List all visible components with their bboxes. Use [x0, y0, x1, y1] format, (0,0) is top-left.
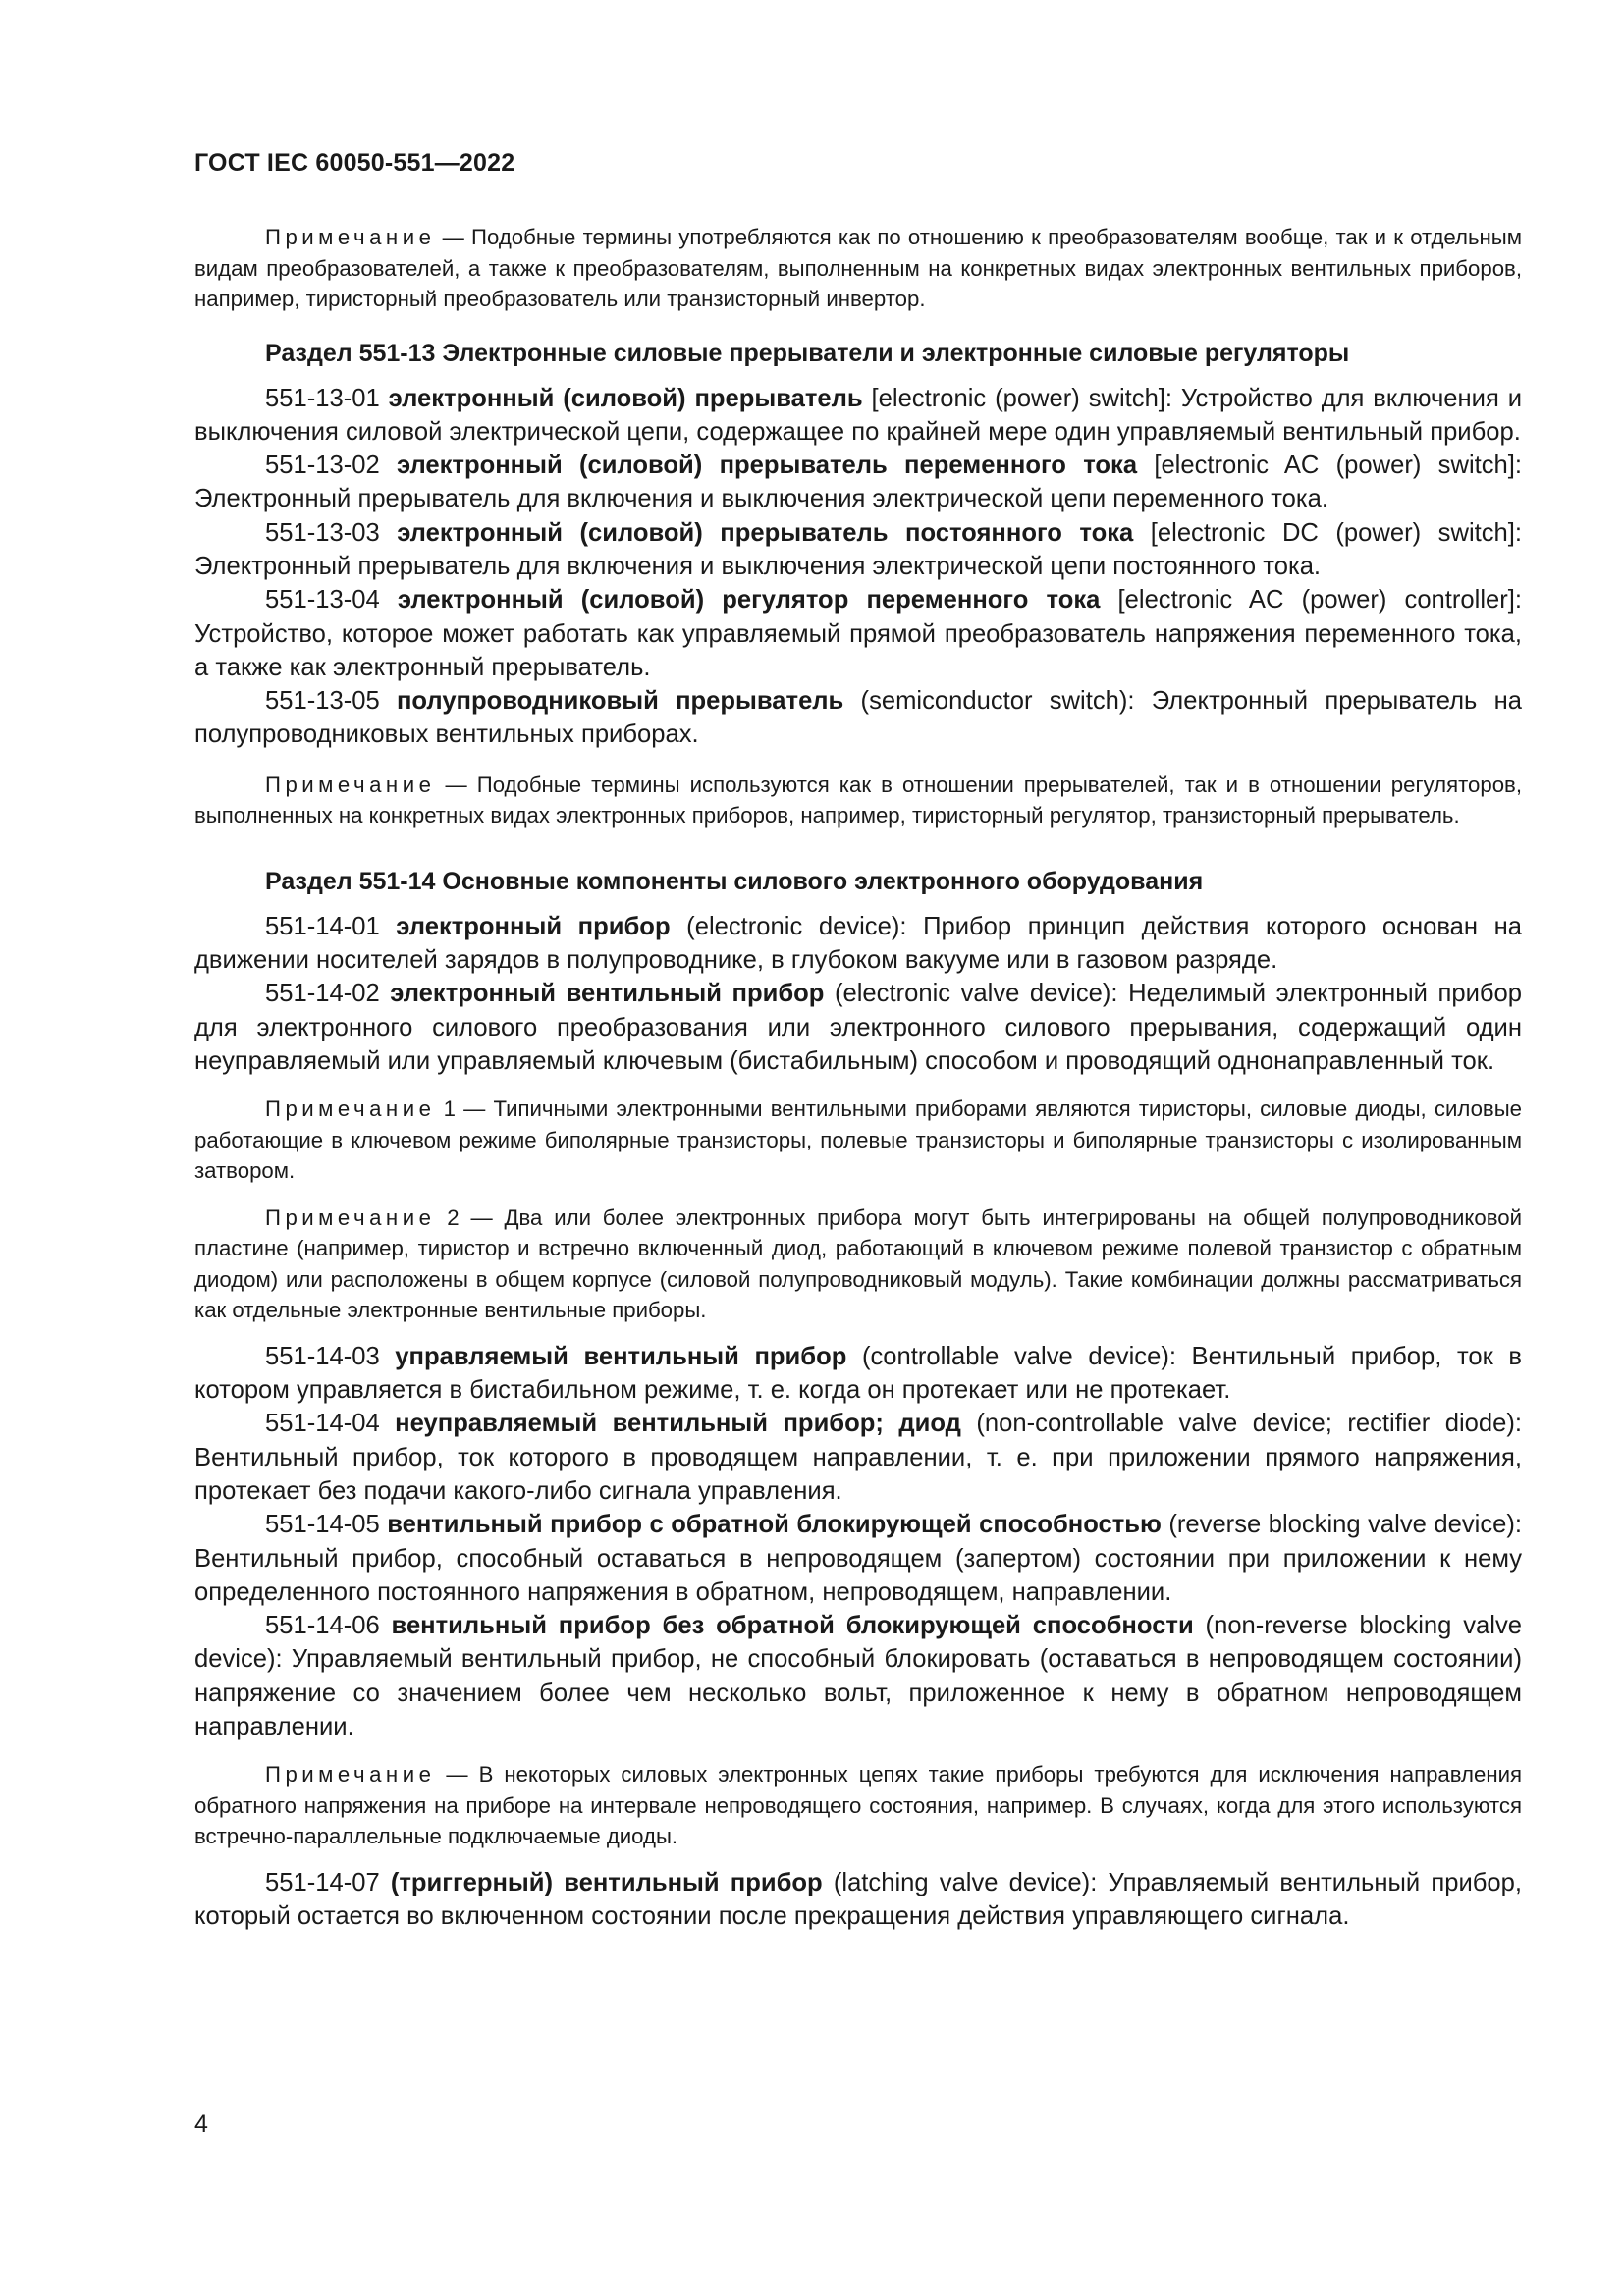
entry-551-14-07	[194, 1866, 1522, 1934]
entry-definition: (reverse blocking valve device): Вентильный прибор, способный оставаться в непроводящем (запертом) состоянии при приложении к нему определенного постоянного напряжения в обратном, непроводящем, направлении.	[194, 1511, 1522, 1606]
entry-number: 551-14-02	[265, 980, 391, 1008]
section-14-entries-c	[194, 1866, 1522, 1934]
entry-number: 551-13-05	[265, 687, 397, 716]
entry-551-14-03	[194, 1340, 1522, 1408]
entry-number: 551-14-07	[265, 1868, 391, 1896]
note-label: Примечание	[265, 772, 436, 797]
entry-definition: [electronic AC (power) switch]: Электронный прерыватель для включения и выключения электрической цепи переменного тока.	[194, 452, 1522, 513]
note-label: Примечание	[265, 1096, 436, 1122]
entry-number: 551-13-01	[265, 384, 389, 412]
entry-551-14-06	[194, 1609, 1522, 1743]
note-1	[194, 1094, 1522, 1187]
entry-number: 551-14-06	[265, 1612, 392, 1640]
note-label: Примечание	[265, 225, 436, 249]
section-13-title: Раздел 551-13 Электронные силовые прерыватели и электронные силовые регуляторы	[265, 339, 1350, 367]
entry-definition: (semiconductor switch): Электронный прерыватель на полупроводниковых вентильных приборах.	[194, 687, 1522, 749]
entry-551-14-05	[194, 1508, 1522, 1609]
note-text: — Подобные термины употребляются как по отношению к преобразователям вообще, так и к отдельным видам преобразователей, а также к преобразователям, выполненным на конкретных видах электронных вентильных приборов, например, тиристорный преобразователь или транзисторный инвертор.	[194, 225, 1522, 311]
entry-definition: (controllable valve device): Вентильный прибор, ток в котором управляется в бистабильном режиме, т. е. когда он протекает или не протекает.	[194, 1342, 1523, 1405]
entry-number: 551-14-03	[265, 1342, 396, 1370]
entry-551-13-04	[194, 583, 1522, 684]
entry-term: электронный (силовой) прерыватель постоянного тока	[397, 518, 1134, 547]
entry-term: полупроводниковый прерыватель	[396, 687, 844, 716]
note-section-13	[194, 770, 1522, 831]
section-14-entries-b	[194, 1340, 1522, 1744]
entry-term: вентильный прибор без обратной блокирующей способности	[391, 1612, 1194, 1640]
entry-term: неуправляемый вентильный прибор; диод	[395, 1410, 961, 1438]
entry-551-13-01	[194, 382, 1522, 450]
entry-term: управляемый вентильный прибор	[395, 1342, 847, 1370]
note-3	[194, 1759, 1522, 1852]
entry-definition: (non-controllable valve device; rectifier diode): Вентильный прибор, ток которого в проводящем направлении, т. е. при приложении прямого напряжения, протекает без подачи какого-либо сигнала управления.	[194, 1410, 1522, 1505]
entry-definition: (non-reverse blocking valve device): Управляемый вентильный прибор, не способный блокировать (оставаться в непроводящем состоянии) напряжение со значением более чем несколько вольт, приложенное к нему в обратном непроводящем направлении.	[194, 1612, 1523, 1741]
entry-number: 551-14-05	[265, 1511, 388, 1539]
entry-definition: (latching valve device): Управляемый вентильный прибор, который остается во включенном состоянии после прекращения действия управляющего сигнала.	[194, 1868, 1522, 1931]
entry-definition: (electronic valve device): Неделимый электронный прибор для электронного силового преобразования или электронного силового прерывания, содержащий один неуправляемый или управляемый ключевым (бистабильным) способом и проводящий однонаправленный ток.	[194, 980, 1522, 1075]
section-14-entries-a	[194, 910, 1522, 1078]
document-header: ГОСТ IEC 60050-551—2022	[194, 149, 515, 177]
entry-term: (триггерный) вентильный прибор	[390, 1868, 823, 1896]
entry-551-13-02	[194, 449, 1522, 516]
note-label: Примечание	[265, 1204, 436, 1230]
page-number: 4	[194, 2110, 208, 2138]
note-text: 2 — Два или более электронных прибора могут быть интегрированы на общей полупроводниковой пластине (например, тиристор и встречно включенный диод, работающий в ключевом режиме полевой транзистор с обратным диодом) или расположены в общем корпусе (силовой полупроводниковый модуль). Такие комбинации должны рассматриваться как отдельные электронные вентильные приборы.	[194, 1204, 1522, 1323]
entry-551-14-04	[194, 1407, 1522, 1508]
entry-term: электронный прибор	[396, 912, 671, 940]
entry-term: электронный (силовой) регулятор переменного тока	[397, 586, 1101, 614]
note-text: 1 — Типичными электронными вентильными приборами являются тиристоры, силовые диоды, силовые работающие в ключевом режиме биполярные транзисторы, полевые транзисторы и биполярные транзисторы с изолированным затвором.	[194, 1096, 1522, 1184]
entry-definition: [electronic DC (power) switch]: Электронный прерыватель для включения и выключения электрической цепи постоянного тока.	[194, 518, 1522, 580]
entry-number: 551-14-01	[265, 912, 397, 940]
entry-term: вентильный прибор с обратной блокирующей способностью	[387, 1511, 1162, 1539]
entry-number: 551-13-04	[265, 586, 398, 614]
page-content	[194, 222, 1522, 1933]
entry-number: 551-14-04	[265, 1410, 396, 1438]
note-text: — Подобные термины используются как в отношении прерывателей, так и в отношении регуляторов, выполненных на конкретных видах электронных приборов, например, тиристорный регулятор, транзисторный прерыватель.	[194, 772, 1522, 828]
entry-551-13-03	[194, 516, 1522, 584]
note-label: Примечание	[265, 1762, 436, 1788]
entry-definition: (electronic device): Прибор принцип действия которого основан на движении носителей зарядов в полупроводнике, в глубоком вакууме или в газовом разряде.	[194, 912, 1522, 975]
entry-definition: [electronic (power) switch]: Устройство для включения и выключения силовой электрической цепи, содержащее по крайней мере один управляемый вентильный прибор.	[194, 384, 1522, 446]
entry-term: электронный (силовой) прерыватель	[388, 384, 863, 412]
note-2	[194, 1202, 1522, 1326]
entry-551-13-05	[194, 684, 1522, 752]
entry-551-14-01	[194, 910, 1522, 978]
entry-term: электронный (силовой) прерыватель переменного тока	[396, 452, 1138, 480]
entry-number: 551-13-02	[265, 452, 397, 480]
note-top	[194, 222, 1522, 315]
section-13-entries	[194, 382, 1522, 752]
entry-term: электронный вентильный прибор	[390, 980, 825, 1008]
entry-551-14-02	[194, 977, 1522, 1078]
entry-number: 551-13-03	[265, 518, 398, 547]
entry-definition: [electronic AC (power) controller]: Устройство, которое может работать как управляемый прямой преобразователь напряжения переменного тока, а также как электронный прерыватель.	[194, 586, 1523, 681]
note-text: — В некоторых силовых электронных цепях такие приборы требуются для исключения направления обратного напряжения на приборе на интервале непроводящего состояния, например. В случаях, когда для этого используются встречно-параллельные подключаемые диоды.	[194, 1762, 1522, 1849]
section-14-title: Раздел 551-14 Основные компоненты силового электронного оборудования	[265, 867, 1204, 895]
